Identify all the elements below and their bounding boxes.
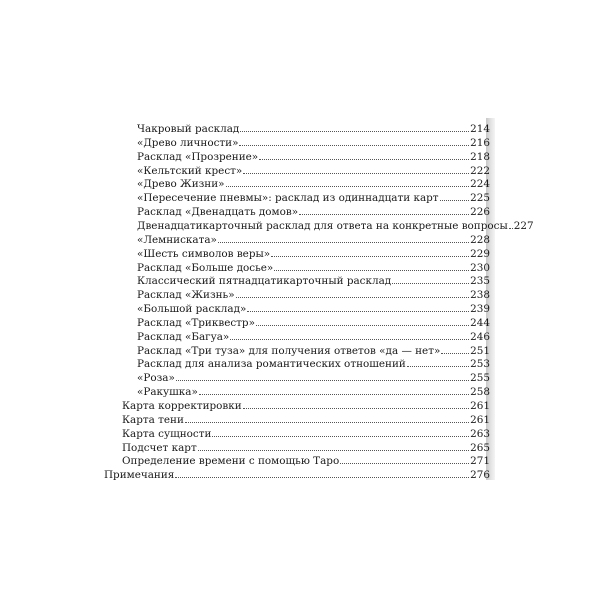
toc-entry	[122, 414, 490, 426]
toc-entry-title: Расклад «Три туза» для получения ответов «да — нет»	[137, 344, 441, 357]
toc-entry	[137, 345, 490, 357]
toc-leader-dots	[243, 408, 469, 409]
toc-leader-dots	[198, 450, 469, 451]
toc-entry-page: 228	[470, 233, 490, 246]
toc-entry-page: 246	[470, 330, 490, 343]
toc-entry-title: Примечания	[104, 469, 175, 482]
toc-leader-dots	[230, 339, 469, 340]
toc-entry-title: Расклад «Триквестр»	[137, 316, 255, 329]
toc-entry	[137, 248, 490, 260]
toc-entry-title: «Древо Жизни»	[137, 178, 225, 191]
toc-entry-title: Двенадцатикарточный расклад для ответа на конкретные вопросы	[137, 219, 508, 232]
toc-entry	[137, 137, 490, 149]
toc-entry	[137, 234, 490, 246]
toc-entry-page: 224	[470, 178, 490, 191]
toc-entry-page: 216	[470, 136, 490, 149]
toc-entry	[137, 219, 534, 232]
toc-entry-title: Карта сущности	[122, 427, 212, 440]
toc-leader-dots	[185, 422, 469, 423]
toc-entry-page: 271	[470, 455, 490, 468]
toc-entry-title: Классический пятнадцатикарточный расклад	[137, 275, 392, 288]
toc-entry-page: 258	[470, 386, 490, 399]
toc-entry-page: 230	[470, 261, 490, 274]
toc-leader-dots	[175, 477, 469, 478]
toc-entry-page: 214	[470, 123, 490, 135]
toc-leader-dots	[256, 325, 469, 326]
toc-leader-dots	[392, 283, 469, 284]
toc-leader-dots	[176, 380, 469, 381]
toc-entry-title: Расклад «Жизнь»	[137, 289, 235, 302]
toc-entry-title: «Лемниската»	[137, 233, 217, 246]
toc-entry-page: 222	[470, 164, 490, 177]
toc-leader-dots	[407, 366, 469, 367]
toc-leader-dots	[247, 311, 469, 312]
toc-entry-title: Расклад «Прозрение»	[137, 150, 259, 163]
toc-leader-dots	[239, 145, 469, 146]
toc-leader-dots	[340, 463, 469, 464]
toc-leader-dots	[440, 200, 470, 201]
toc-entry	[137, 331, 490, 343]
toc-leader-dots	[218, 242, 469, 243]
toc-entry-title: Карта корректировки	[122, 400, 242, 412]
toc-entry	[122, 455, 490, 467]
toc-entry-title: Расклад «Двенадцать домов»	[137, 206, 299, 219]
toc-entry	[137, 289, 490, 301]
toc-entry	[137, 372, 490, 384]
toc-entry-title: «Большой расклад»	[137, 303, 247, 316]
toc-entry-page: 238	[470, 289, 490, 302]
toc-entry	[137, 165, 490, 177]
toc-entry-page: 251	[470, 344, 490, 357]
toc-entry-title: Расклад «Багуа»	[137, 330, 230, 343]
toc-entry-page: 239	[470, 303, 490, 316]
toc-entry-page: 229	[470, 247, 490, 260]
toc-leader-dots	[271, 256, 469, 257]
toc-entry-page: 263	[470, 427, 490, 440]
toc-leader-dots	[441, 353, 469, 354]
toc-entry-page: 244	[470, 316, 490, 329]
toc-entry-title: «Кельтский крест»	[137, 164, 243, 177]
toc-entry	[104, 469, 490, 481]
toc-entry-title: Определение времени с помощью Таро	[122, 455, 340, 468]
toc-leader-dots	[243, 173, 469, 174]
toc-leader-dots	[212, 436, 469, 437]
toc-entry-page: 261	[470, 413, 490, 426]
toc-entry	[122, 442, 490, 454]
toc-leader-dots	[274, 270, 469, 271]
toc-entry	[137, 358, 490, 370]
toc-leader-dots	[240, 131, 469, 132]
toc-entry-title: Расклад «Больше досье»	[137, 261, 274, 274]
toc-entry-page: 235	[470, 275, 490, 288]
toc-entry-page: 261	[470, 400, 490, 412]
toc-entry-title: «Ракушка»	[137, 386, 198, 399]
toc-entry-title: Чакровый расклад	[137, 123, 240, 135]
toc-leader-dots	[259, 159, 469, 160]
toc-entry	[137, 123, 490, 135]
toc-leader-dots	[199, 394, 469, 395]
toc-entry	[137, 151, 490, 163]
toc-entry-page: 265	[470, 441, 490, 454]
toc-entry-title: «Пересечение пневмы»: расклад из одиннадцати карт	[137, 192, 439, 205]
toc-entry-page: 255	[470, 372, 490, 385]
toc-leader-dots	[509, 228, 513, 229]
toc-entry-title: Подсчет карт	[122, 441, 197, 454]
toc-entry-page: 227	[513, 219, 534, 232]
toc-entry-page: 276	[470, 469, 490, 482]
toc-entry-page: 253	[470, 358, 490, 371]
toc-entry	[122, 428, 490, 440]
toc-entry-title: «Древо личности»	[137, 136, 239, 149]
toc-entry-page: 226	[470, 206, 490, 219]
toc-entry	[137, 178, 490, 190]
toc-entry-page: 225	[470, 192, 490, 205]
toc-leader-dots	[226, 186, 470, 187]
toc-entry	[122, 400, 490, 412]
toc-entry	[137, 262, 490, 274]
toc-entry	[137, 206, 490, 218]
toc-entry	[137, 303, 490, 315]
toc-entry	[137, 386, 490, 398]
toc-entry-page: 218	[470, 150, 490, 163]
toc-leader-dots	[236, 297, 470, 298]
toc-entry-title: Карта тени	[122, 413, 184, 426]
toc-entry-title: «Роза»	[137, 372, 175, 385]
toc-entry	[137, 275, 490, 287]
toc-leader-dots	[299, 214, 469, 215]
toc-entry-title: «Шесть символов веры»	[137, 247, 271, 260]
toc-entry-title: Расклад для анализа романтических отношений	[137, 358, 406, 371]
toc-entry	[137, 192, 490, 204]
toc-entry	[137, 317, 490, 329]
